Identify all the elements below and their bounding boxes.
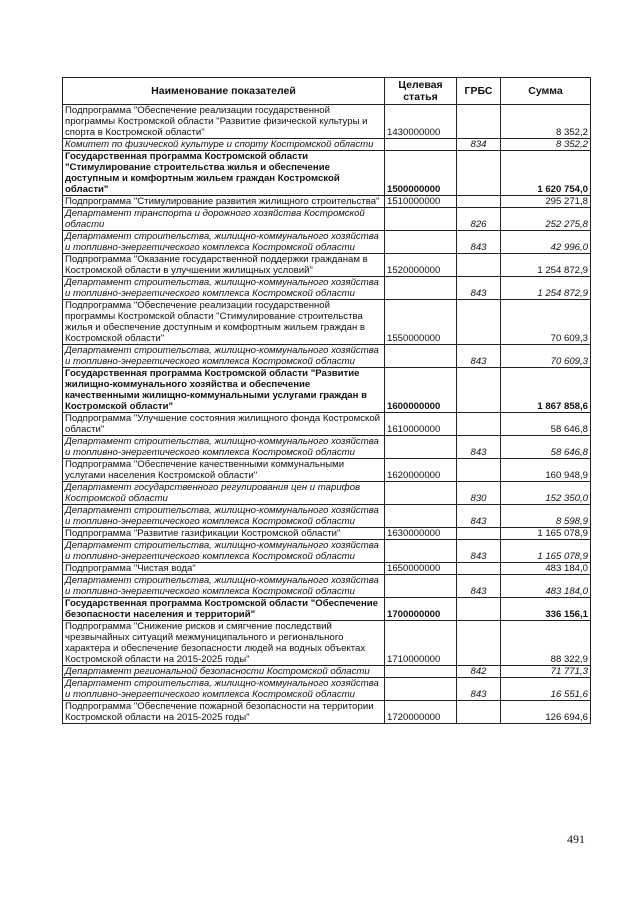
row-code-cell: 1510000000 [385, 196, 457, 208]
department-row [63, 505, 591, 528]
program-row [63, 151, 591, 196]
row-code-cell: 1430000000 [385, 105, 457, 139]
row-name-cell: Подпрограмма "Снижение рисков и смягчение последствий чрезвычайных ситуаций межмуниципального и регионального характера и обеспечение безопасности людей на водных объектах Костромской области на 2015-2025 годы" [63, 621, 385, 666]
row-sum-cell: 16 551,6 [501, 678, 591, 701]
row-code-cell: 1700000000 [385, 598, 457, 621]
row-sum-cell: 126 694,6 [501, 701, 591, 724]
row-grbs-cell: 834 [457, 139, 501, 151]
row-name-cell: Подпрограмма "Обеспечение качественными коммунальными услугами населения Костромской области" [63, 459, 385, 482]
row-sum-cell: 1 165 078,9 [501, 528, 591, 540]
subprogram-row [63, 459, 591, 482]
row-grbs-cell [457, 701, 501, 724]
subprogram-row [63, 105, 591, 139]
row-grbs-cell [457, 621, 501, 666]
row-grbs-cell: 843 [457, 540, 501, 563]
department-row [63, 277, 591, 300]
row-code-cell: 1500000000 [385, 151, 457, 196]
row-sum-cell: 295 271,8 [501, 196, 591, 208]
department-row [63, 678, 591, 701]
row-grbs-cell: 843 [457, 505, 501, 528]
row-code-cell: 1630000000 [385, 528, 457, 540]
row-sum-cell: 70 609,3 [501, 345, 591, 368]
row-name-cell: Департамент строительства, жилищно-коммунального хозяйства и топливно-энергетического комплекса Костромской области [63, 277, 385, 300]
row-code-cell: 1520000000 [385, 254, 457, 277]
row-code-cell [385, 666, 457, 678]
row-code-cell [385, 540, 457, 563]
row-name-cell: Департамент строительства, жилищно-коммунального хозяйства и топливно-энергетического комплекса Костромской области [63, 540, 385, 563]
page-number: 491 [567, 832, 585, 846]
header-code: Целевая статья [385, 78, 457, 105]
row-grbs-cell: 843 [457, 575, 501, 598]
row-code-cell [385, 482, 457, 505]
row-name-cell: Государственная программа Костромской области "Обеспечение безопасности населения и территорий" [63, 598, 385, 621]
header-name: Наименование показателей [63, 78, 385, 105]
row-sum-cell: 152 350,0 [501, 482, 591, 505]
row-name-cell: Департамент строительства, жилищно-коммунального хозяйства и топливно-энергетического комплекса Костромской области [63, 678, 385, 701]
row-sum-cell: 483 184,0 [501, 563, 591, 575]
row-sum-cell: 58 646,8 [501, 413, 591, 436]
department-row [63, 139, 591, 151]
row-code-cell [385, 678, 457, 701]
department-row [63, 436, 591, 459]
row-sum-cell: 70 609,3 [501, 300, 591, 345]
row-grbs-cell [457, 300, 501, 345]
row-code-cell: 1550000000 [385, 300, 457, 345]
subprogram-row [63, 254, 591, 277]
row-name-cell: Подпрограмма "Развитие газификации Костромской области" [63, 528, 385, 540]
row-code-cell [385, 208, 457, 231]
row-code-cell: 1620000000 [385, 459, 457, 482]
row-grbs-cell [457, 105, 501, 139]
row-sum-cell: 1 867 858,6 [501, 368, 591, 413]
row-grbs-cell: 826 [457, 208, 501, 231]
row-sum-cell: 8 598,9 [501, 505, 591, 528]
row-sum-cell: 8 352,2 [501, 139, 591, 151]
row-code-cell [385, 436, 457, 459]
row-sum-cell: 1 620 754,0 [501, 151, 591, 196]
row-code-cell: 1650000000 [385, 563, 457, 575]
row-code-cell [385, 345, 457, 368]
subprogram-row [63, 621, 591, 666]
row-code-cell [385, 231, 457, 254]
row-sum-cell: 1 254 872,9 [501, 277, 591, 300]
row-code-cell: 1600000000 [385, 368, 457, 413]
subprogram-row [63, 300, 591, 345]
department-row [63, 345, 591, 368]
row-grbs-cell [457, 528, 501, 540]
row-grbs-cell: 843 [457, 277, 501, 300]
row-name-cell: Государственная программа Костромской области "Развитие жилищно-коммунального хозяйства и обеспечение качественными жилищно-коммунальными услугами граждан в Костромской области" [63, 368, 385, 413]
row-name-cell: Департамент строительства, жилищно-коммунального хозяйства и топливно-энергетического комплекса Костромской области [63, 436, 385, 459]
row-grbs-cell: 843 [457, 345, 501, 368]
row-grbs-cell: 830 [457, 482, 501, 505]
row-grbs-cell: 843 [457, 436, 501, 459]
budget-table [62, 77, 591, 724]
row-name-cell: Подпрограмма "Обеспечение пожарной безопасности на территории Костромской области на 2015-2025 годы" [63, 701, 385, 724]
row-sum-cell: 8 352,2 [501, 105, 591, 139]
subprogram-row [63, 528, 591, 540]
program-row [63, 368, 591, 413]
row-name-cell: Департамент государственного регулирования цен и тарифов Костромской области [63, 482, 385, 505]
subprogram-row [63, 563, 591, 575]
department-row [63, 208, 591, 231]
row-code-cell [385, 139, 457, 151]
subprogram-row [63, 701, 591, 724]
row-grbs-cell [457, 413, 501, 436]
department-row [63, 666, 591, 678]
row-code-cell: 1720000000 [385, 701, 457, 724]
department-row [63, 482, 591, 505]
row-grbs-cell: 843 [457, 678, 501, 701]
row-grbs-cell [457, 563, 501, 575]
subprogram-row [63, 413, 591, 436]
row-grbs-cell [457, 196, 501, 208]
row-grbs-cell [457, 254, 501, 277]
row-name-cell: Подпрограмма "Стимулирование развития жилищного строительства" [63, 196, 385, 208]
row-name-cell: Подпрограмма "Чистая вода" [63, 563, 385, 575]
row-sum-cell: 483 184,0 [501, 575, 591, 598]
row-grbs-cell [457, 151, 501, 196]
row-name-cell: Департамент строительства, жилищно-коммунального хозяйства и топливно-энергетического комплекса Костромской области [63, 575, 385, 598]
header-sum: Сумма [501, 78, 591, 105]
row-code-cell: 1710000000 [385, 621, 457, 666]
row-name-cell: Департамент строительства, жилищно-коммунального хозяйства и топливно-энергетического комплекса Костромской области [63, 231, 385, 254]
row-sum-cell: 160 948,9 [501, 459, 591, 482]
row-name-cell: Государственная программа Костромской области "Стимулирование строительства жилья и обеспечение доступным и комфортным жильем граждан Костромской области" [63, 151, 385, 196]
row-sum-cell: 1 165 078,9 [501, 540, 591, 563]
row-code-cell: 1610000000 [385, 413, 457, 436]
row-grbs-cell [457, 598, 501, 621]
header-grbs: ГРБС [457, 78, 501, 105]
row-grbs-cell [457, 368, 501, 413]
department-row [63, 231, 591, 254]
row-sum-cell: 1 254 872,9 [501, 254, 591, 277]
row-code-cell [385, 575, 457, 598]
row-name-cell: Департамент строительства, жилищно-коммунального хозяйства и топливно-энергетического комплекса Костромской области [63, 505, 385, 528]
table-header-row [63, 78, 591, 105]
row-sum-cell: 88 322,9 [501, 621, 591, 666]
row-name-cell: Подпрограмма "Обеспечение реализации государственной программы Костромской области "Стимулирование строительства жилья и обеспечение доступным и комфортным жильем граждан в Костромской области" [63, 300, 385, 345]
row-name-cell: Департамент региональной безопасности Костромской области [63, 666, 385, 678]
subprogram-row [63, 196, 591, 208]
row-name-cell: Подпрограмма "Оказание государственной поддержки гражданам в Костромской области в улучшении жилищных условий" [63, 254, 385, 277]
row-sum-cell: 42 996,0 [501, 231, 591, 254]
row-name-cell: Подпрограмма "Обеспечение реализации государственной программы Костромской области "Развитие физической культуры и спорта в Костромской области" [63, 105, 385, 139]
program-row [63, 598, 591, 621]
department-row [63, 575, 591, 598]
row-sum-cell: 252 275,8 [501, 208, 591, 231]
row-grbs-cell [457, 459, 501, 482]
row-sum-cell: 336 156,1 [501, 598, 591, 621]
row-name-cell: Департамент строительства, жилищно-коммунального хозяйства и топливно-энергетического комплекса Костромской области [63, 345, 385, 368]
row-name-cell: Комитет по физической культуре и спорту Костромской области [63, 139, 385, 151]
row-sum-cell: 58 646,8 [501, 436, 591, 459]
row-grbs-cell: 842 [457, 666, 501, 678]
row-code-cell [385, 277, 457, 300]
row-name-cell: Департамент транспорта и дорожного хозяйства Костромской области [63, 208, 385, 231]
row-grbs-cell: 843 [457, 231, 501, 254]
row-code-cell [385, 505, 457, 528]
row-sum-cell: 71 771,3 [501, 666, 591, 678]
row-name-cell: Подпрограмма "Улучшение состояния жилищного фонда Костромской области" [63, 413, 385, 436]
department-row [63, 540, 591, 563]
table-body [63, 105, 591, 724]
